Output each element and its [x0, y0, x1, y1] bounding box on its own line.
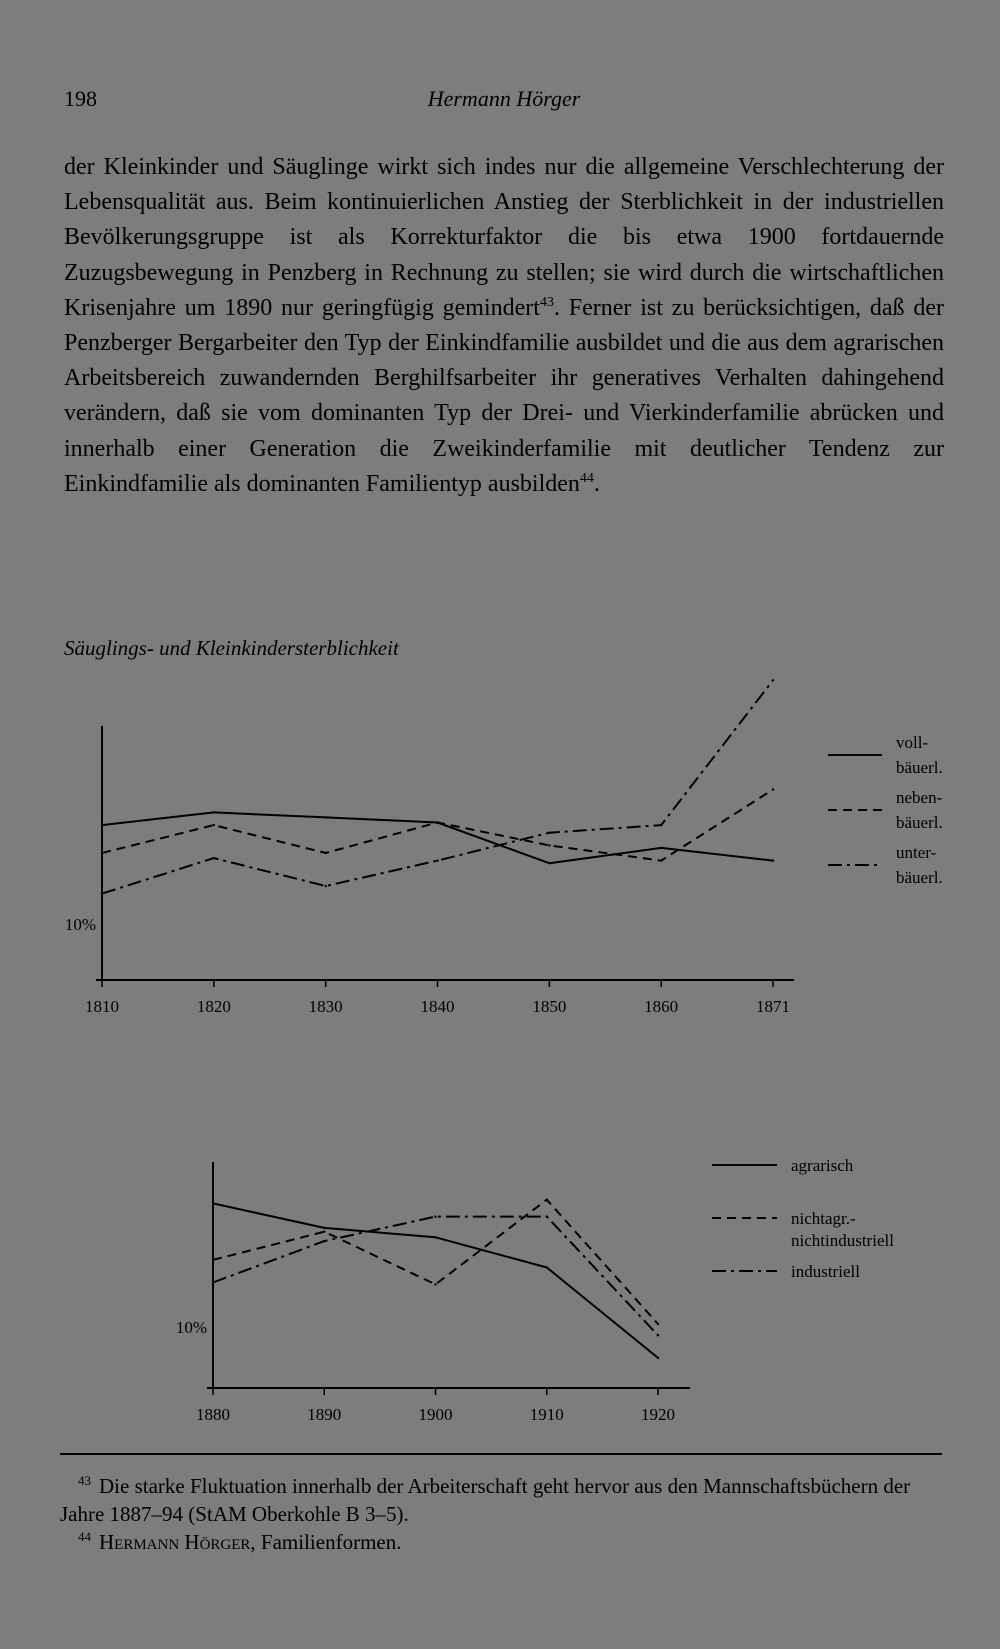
data-point	[436, 821, 438, 823]
x-tick-label: 1900	[418, 1405, 453, 1424]
data-point	[660, 824, 662, 826]
x-tick-label: 1910	[529, 1405, 564, 1424]
figure-caption: Säuglings- und Kleinkindersterblichkeit	[64, 636, 399, 660]
data-point	[657, 1357, 659, 1359]
x-tick-label: 1871	[756, 997, 790, 1016]
x-tick-label: 1850	[532, 997, 567, 1016]
legend-label: bäuerl.	[896, 758, 943, 777]
data-point	[657, 1334, 659, 1336]
x-tick-label: 1890	[307, 1405, 342, 1424]
data-point	[101, 824, 103, 826]
series-line-3	[213, 1217, 658, 1336]
data-point	[772, 788, 774, 790]
x-tick-label: 1830	[308, 997, 343, 1016]
footnote-ref-43[interactable]: 43	[539, 294, 554, 310]
body-text-part-3: .	[593, 470, 600, 497]
data-point	[434, 1236, 436, 1238]
legend-label: voll-	[896, 733, 929, 752]
body-text-part-2: . Ferner ist zu berücksichtigen, daß der Penzberger Bergarbeiter den Typ der Einkindfamilie ausbildet und die aus dem agrarischen Arbeitsbereich zuwandernden Berghilfsarbeiter ihr generatives Verhalten dahingehend verändern, daß sie vom dominanten Typ der Drei- und Vierkinderfamilie abrücken und innerhalb einer Generation die Zweikinderfamilie mit deutlicher Tendenz zur Einkindfamilie als dominanten Familientyp ausbilden	[64, 294, 944, 497]
y-reference-label: 10%	[64, 915, 96, 934]
x-tick-label: 1840	[420, 997, 455, 1016]
data-point	[324, 885, 326, 887]
footnote-ref-44[interactable]: 44	[579, 470, 594, 486]
footnote-44	[60, 1528, 942, 1556]
legend-label: nichtagr.-	[791, 1209, 856, 1228]
data-point	[213, 857, 215, 859]
legend-label: neben-	[896, 788, 943, 807]
footnote-number: 43	[78, 1473, 91, 1488]
legend-label: industriell	[791, 1262, 860, 1281]
data-point	[772, 679, 774, 681]
data-point	[546, 1215, 548, 1217]
data-point	[436, 859, 438, 861]
body-paragraph	[64, 150, 944, 502]
footnote-number: 44	[78, 1529, 91, 1544]
series-line-1	[102, 812, 773, 863]
x-tick-label: 1810	[85, 997, 119, 1016]
x-tick-label: 1920	[641, 1405, 675, 1424]
data-point	[212, 1202, 214, 1204]
footnote-43	[60, 1472, 942, 1528]
legend-label: unter-	[896, 843, 937, 862]
x-tick-label: 1820	[196, 997, 231, 1016]
page-header	[64, 86, 944, 120]
data-point	[213, 824, 215, 826]
legend-label: bäuerl.	[896, 868, 943, 887]
data-point	[660, 847, 662, 849]
data-point	[212, 1281, 214, 1283]
footnote-author: Hermann Hörger	[99, 1530, 251, 1554]
data-point	[772, 859, 774, 861]
y-reference-label: 10%	[175, 1318, 207, 1337]
data-point	[212, 1259, 214, 1261]
data-point	[213, 811, 215, 813]
data-point	[548, 862, 550, 864]
data-point	[660, 859, 662, 861]
x-tick-label: 1880	[196, 1405, 230, 1424]
data-point	[101, 852, 103, 854]
data-point	[324, 852, 326, 854]
page-number: 198	[64, 86, 97, 111]
data-point	[546, 1266, 548, 1268]
data-point	[323, 1227, 325, 1229]
series-line-1	[213, 1203, 658, 1358]
x-tick-label: 1860	[644, 997, 679, 1016]
data-point	[434, 1215, 436, 1217]
data-point	[101, 892, 103, 894]
legend-label: nichtindustriell	[791, 1231, 894, 1250]
footnote-text: , Familienformen.	[250, 1530, 402, 1554]
chart-1910s	[0, 720, 1000, 1040]
running-head: Hermann Hörger	[427, 86, 581, 111]
chart-1880s	[0, 1140, 1000, 1460]
data-point	[548, 844, 550, 846]
footnotes	[60, 1472, 942, 1556]
data-point	[323, 1240, 325, 1242]
legend-label: agrarisch	[791, 1156, 854, 1175]
body-text-part-1: der Kleinkinder und Säuglinge wirkt sich indes nur die allgemeine Verschlechterung der Lebensqualität aus. Beim kontinuierlichen Anstieg der Sterblichkeit in der industriellen Bevölkerungsgruppe ist als Korrekturfaktor die bis etwa 1900 fortdauernde Zuzugsbewegung in Penzberg in Rechnung zu stellen; sie wird durch die wirtschaftlichen Krisenjahre um 1890 nur geringfügig gemindert	[64, 154, 944, 321]
data-point	[546, 1198, 548, 1200]
data-point	[323, 1230, 325, 1232]
data-point	[657, 1323, 659, 1325]
data-point	[324, 816, 326, 818]
data-point	[434, 1283, 436, 1285]
data-point	[548, 831, 550, 833]
footnote-text: Die starke Fluktuation innerhalb der Arbeiterschaft geht hervor aus den Mannschaftsbüchern der Jahre 1887–94 (StAM Oberkohle B 3–5).	[60, 1474, 911, 1526]
legend-label: bäuerl.	[896, 813, 943, 832]
footnote-rule	[60, 1453, 942, 1455]
